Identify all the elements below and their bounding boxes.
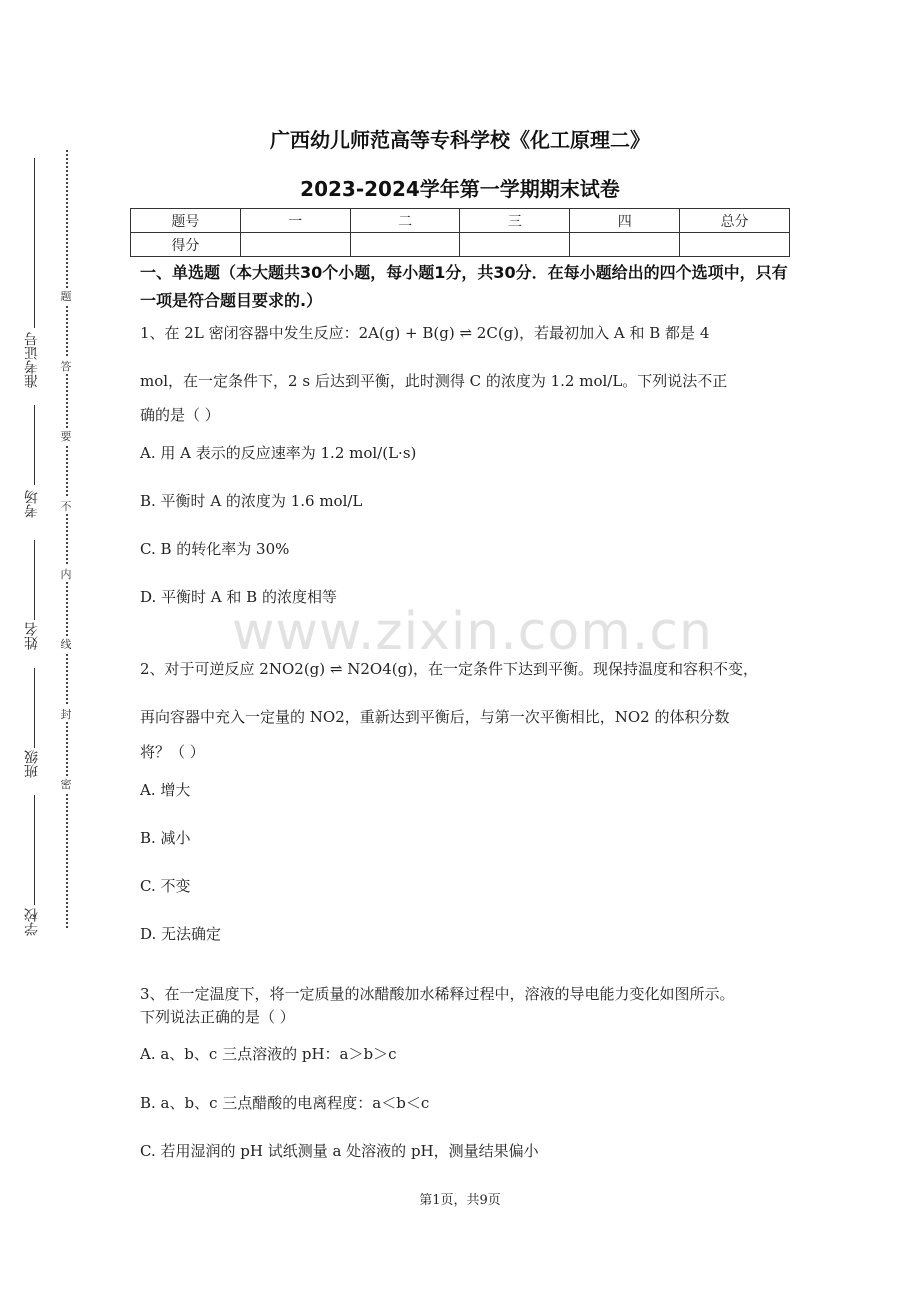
question-1-option-c: C. B 的转化率为 30% (140, 540, 290, 558)
question-2-option-c: C. 不变 (140, 877, 191, 895)
score-row-label: 得分 (131, 233, 241, 257)
seal-line (66, 150, 68, 928)
exam-number-label: 准考证号 (24, 332, 40, 388)
seal-char: 答 (58, 358, 74, 374)
question-3-option-c: C. 若用湿润的 pH 试纸测量 a 处溶液的 pH，测量结果偏小 (140, 1142, 539, 1160)
watermark: www.zixin.com.cn (232, 602, 713, 662)
question-1-line: mol，在一定条件下，2 s 后达到平衡，此时测得 C 的浓度为 1.2 mol/L。下列说法不正 (140, 372, 728, 390)
score-cell[interactable] (240, 233, 350, 257)
score-header-cell: 四 (570, 209, 680, 233)
exam-room-blank (34, 405, 35, 485)
seal-char: 题 (58, 288, 74, 304)
score-header-cell: 题号 (131, 209, 241, 233)
score-header-cell: 三 (460, 209, 570, 233)
exam-subtitle: 2023-2024学年第一学期期末试卷 (300, 177, 620, 201)
seal-char: 线 (58, 636, 74, 652)
seal-char: 封 (58, 706, 74, 722)
page-footer: 第1页，共9页 (419, 1193, 501, 1208)
score-header-cell: 总分 (680, 209, 790, 233)
score-cell[interactable] (350, 233, 460, 257)
class-blank (34, 668, 35, 748)
score-cell[interactable] (680, 233, 790, 257)
class-label: 班级 (24, 750, 40, 778)
score-table-score-row (131, 233, 790, 257)
score-header-cell: 二 (350, 209, 460, 233)
score-cell[interactable] (460, 233, 570, 257)
seal-char: 内 (58, 566, 74, 582)
question-2-line: 2、对于可逆反应 2NO2(g) ⇌ N2O4(g)，在一定条件下达到平衡。现保持温度和容积不变， (140, 660, 759, 678)
section-heading: 一、单选题（本大题共30个小题，每小题1分，共30分．在每小题给出的四个选项中，只有一项是符合题目要求的.） (140, 263, 788, 310)
seal-char: 密 (58, 776, 74, 792)
school-label: 学校 (24, 908, 40, 936)
score-cell[interactable] (570, 233, 680, 257)
score-table (130, 208, 790, 257)
seal-char: 不 (58, 498, 74, 514)
question-1-line: 1、在 2L 密闭容器中发生反应：2A(g) + B(g) ⇌ 2C(g)，若最初加入 A 和 B 都是 4 (140, 324, 710, 342)
question-1-line: 确的是（ ） (140, 406, 220, 424)
question-2-line: 再向容器中充入一定量的 NO2，重新达到平衡后，与第一次平衡相比，NO2 的体积分数 (140, 708, 730, 726)
question-1-option-a: A. 用 A 表示的反应速率为 1.2 mol/(L·s) (140, 444, 417, 462)
school-blank (34, 795, 35, 905)
question-1-option-b: B. 平衡时 A 的浓度为 1.6 mol/L (140, 492, 363, 510)
seal-char: 要 (58, 428, 74, 444)
question-1-option-d: D. 平衡时 A 和 B 的浓度相等 (140, 588, 337, 606)
question-3-option-a: A. a、b、c 三点溶液的 pH：a＞b＞c (140, 1045, 397, 1063)
question-2-option-d: D. 无法确定 (140, 925, 222, 943)
name-blank (34, 540, 35, 620)
score-header-cell: 一 (240, 209, 350, 233)
exam-title: 广西幼儿师范高等专科学校《化工原理二》 (270, 128, 650, 152)
name-label: 姓名 (24, 622, 40, 650)
score-table-header-row (131, 209, 790, 233)
question-2-line: 将？（ ） (140, 743, 205, 761)
exam-room-label: 考场 (24, 490, 40, 518)
question-3-line: 3、在一定温度下，将一定质量的冰醋酸加水稀释过程中，溶液的导电能力变化如图所示。 (140, 985, 735, 1003)
question-2-option-a: A. 增大 (140, 781, 191, 799)
question-2-option-b: B. 减小 (140, 829, 191, 847)
question-3-option-b: B. a、b、c 三点醋酸的电离程度：a＜b＜c (140, 1094, 430, 1112)
question-3-line: 下列说法正确的是（ ） (140, 1008, 295, 1026)
